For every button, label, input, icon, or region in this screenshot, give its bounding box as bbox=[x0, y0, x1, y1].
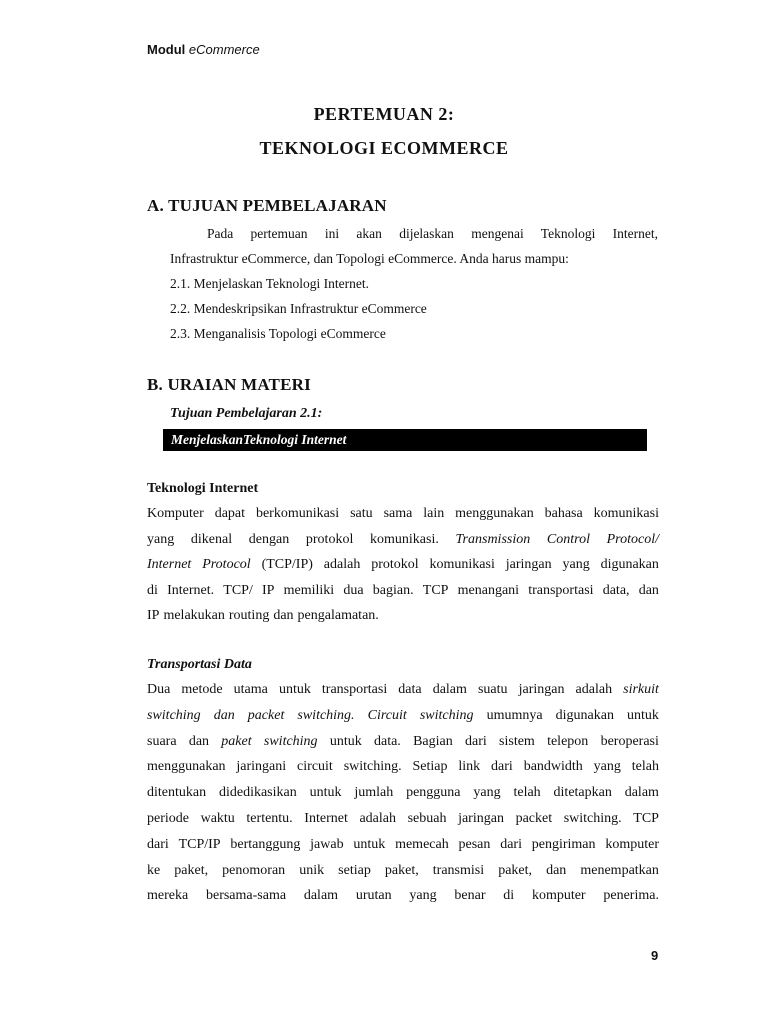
word: dan bbox=[188, 733, 210, 749]
objective-banner: MenjelaskanTeknologi Internet bbox=[163, 429, 647, 451]
word: sama bbox=[383, 506, 413, 521]
word: dua bbox=[343, 582, 364, 598]
word: switching bbox=[419, 707, 474, 723]
word: paket bbox=[221, 733, 252, 749]
word: Setiap bbox=[412, 759, 448, 775]
word: komunikasi bbox=[593, 506, 659, 521]
objective-label: Tujuan Pembelajaran 2.1: bbox=[170, 406, 323, 421]
word: dalam bbox=[303, 888, 339, 904]
word: lain bbox=[423, 506, 445, 521]
td-line-3 bbox=[147, 733, 659, 751]
word: dalam bbox=[624, 785, 659, 801]
word: komunikasi. bbox=[370, 531, 439, 547]
word: protokol bbox=[305, 531, 354, 547]
word: sirkuit bbox=[623, 682, 659, 697]
word: jaringani bbox=[236, 759, 287, 775]
word: dengan bbox=[248, 531, 290, 547]
word: dalam bbox=[432, 682, 467, 697]
header-module-name: eCommerce bbox=[188, 42, 260, 57]
word: data bbox=[398, 682, 422, 697]
word: data, bbox=[602, 582, 630, 598]
word: melakukan bbox=[163, 608, 225, 623]
section-a-heading: A. TUJUAN PEMBELAJARAN bbox=[147, 196, 387, 215]
td-line-5 bbox=[147, 784, 659, 802]
word: utama bbox=[233, 682, 268, 697]
word: komunikasi bbox=[429, 557, 495, 572]
word: data. bbox=[373, 733, 401, 749]
word: TCP/IP bbox=[178, 836, 221, 852]
word: jumlah bbox=[354, 785, 394, 801]
word: telah bbox=[631, 759, 659, 775]
word: menggunakan bbox=[455, 506, 534, 521]
header-module-label: Modul bbox=[147, 42, 186, 57]
word: circuit bbox=[297, 759, 333, 775]
word: beroperasi bbox=[600, 733, 659, 749]
word: metode bbox=[181, 682, 223, 697]
word: IP bbox=[262, 582, 275, 598]
word: menangani bbox=[457, 582, 520, 598]
word: satu bbox=[350, 506, 373, 521]
word: packet bbox=[247, 707, 285, 723]
word: yang bbox=[593, 759, 621, 775]
word: routing bbox=[228, 608, 270, 623]
word: Circuit bbox=[367, 707, 407, 723]
word: dan bbox=[273, 608, 294, 623]
objective-item-1: 2.1. Menjelaskan Teknologi Internet. bbox=[170, 276, 370, 291]
word: memecah bbox=[395, 836, 449, 852]
word: telah bbox=[513, 785, 541, 801]
word: switching bbox=[263, 733, 318, 749]
word: Komputer bbox=[147, 506, 204, 521]
word: Internet. bbox=[167, 582, 215, 598]
word: berkomunikasi bbox=[255, 506, 340, 521]
word: pengalamatan. bbox=[297, 608, 379, 623]
word: sistem bbox=[499, 733, 535, 749]
td-line-7 bbox=[147, 836, 659, 854]
word: pengguna bbox=[406, 785, 461, 801]
word: jawab bbox=[310, 836, 344, 852]
ti-line-2 bbox=[147, 531, 659, 549]
word: bertanggung bbox=[230, 836, 301, 852]
word: dan bbox=[213, 707, 235, 723]
word: protokol bbox=[371, 557, 419, 572]
word: untuk bbox=[309, 785, 342, 801]
word: Control bbox=[546, 531, 590, 547]
word: umumnya bbox=[486, 707, 543, 723]
word: yang bbox=[409, 888, 437, 904]
word: pesan bbox=[458, 836, 491, 852]
word: paket, bbox=[384, 862, 419, 878]
word: jaringan bbox=[458, 811, 504, 826]
word: sebuah bbox=[407, 811, 447, 826]
word: switching. bbox=[297, 707, 355, 723]
objective-item-3: 2.3. Menganalisis Topologi eCommerce bbox=[170, 326, 386, 341]
word: memiliki bbox=[283, 582, 335, 598]
word: dari bbox=[491, 759, 513, 775]
word: untuk bbox=[627, 707, 659, 723]
word: suara bbox=[147, 733, 177, 749]
word: IP bbox=[147, 608, 160, 623]
word: bandwidth bbox=[523, 759, 583, 775]
word: TCP bbox=[422, 582, 449, 598]
word: untuk bbox=[329, 733, 362, 749]
word: di bbox=[147, 582, 158, 598]
word: bahasa bbox=[544, 506, 583, 521]
word: digunakan bbox=[555, 707, 614, 723]
ti-line-1 bbox=[147, 505, 659, 523]
word: dan bbox=[546, 862, 567, 878]
running-header bbox=[147, 42, 260, 57]
word: Protocol/ bbox=[606, 531, 659, 547]
word: Internet bbox=[304, 811, 348, 826]
word: TCP bbox=[633, 811, 659, 826]
word: dikenal bbox=[190, 531, 233, 547]
word: bagian. bbox=[372, 582, 414, 598]
word: tertentu. bbox=[246, 811, 293, 826]
word: switching. bbox=[563, 811, 622, 826]
word: transportasi bbox=[321, 682, 388, 697]
word: Protocol bbox=[202, 557, 251, 572]
td-line-6 bbox=[147, 810, 659, 828]
word: yang bbox=[147, 531, 175, 547]
word: komputer bbox=[531, 888, 586, 904]
word: ke bbox=[147, 862, 161, 878]
word: urutan bbox=[355, 888, 392, 904]
td-line-9 bbox=[147, 887, 659, 905]
word: setiap bbox=[338, 862, 371, 878]
transportasi-data-heading: Transportasi Data bbox=[147, 657, 252, 672]
word: bersama-sama bbox=[205, 888, 287, 904]
word: transmisi bbox=[432, 862, 485, 878]
word: Bagian bbox=[413, 733, 453, 749]
word: packet bbox=[515, 811, 553, 826]
word: transportasi bbox=[528, 582, 594, 598]
ti-line-3 bbox=[147, 556, 659, 574]
word: waktu bbox=[200, 811, 235, 826]
word: unik bbox=[299, 862, 325, 878]
word: dari bbox=[500, 836, 522, 852]
td-line-4 bbox=[147, 758, 659, 776]
chapter-subtitle: TEKNOLOGI ECOMMERCE bbox=[259, 138, 509, 158]
word: untuk bbox=[353, 836, 386, 852]
word: TCP/ bbox=[223, 582, 253, 598]
word: jaringan bbox=[518, 682, 565, 697]
word: di bbox=[503, 888, 515, 904]
td-line-1 bbox=[147, 681, 659, 699]
chapter-title: PERTEMUAN 2: bbox=[313, 104, 455, 124]
word: mereka bbox=[147, 888, 189, 904]
word: (TCP/IP) bbox=[261, 557, 313, 572]
section-a-intro-line2: Infrastruktur eCommerce, dan Topologi eCommerce. Anda harus mampu: bbox=[170, 251, 569, 266]
td-line-8 bbox=[147, 862, 659, 880]
word: jaringan bbox=[505, 557, 552, 572]
word: paket, bbox=[498, 862, 533, 878]
word: dari bbox=[465, 733, 487, 749]
word: untuk bbox=[278, 682, 311, 697]
word: link bbox=[458, 759, 481, 775]
td-line-2 bbox=[147, 707, 659, 725]
word: dapat bbox=[214, 506, 246, 521]
word: yang bbox=[562, 557, 590, 572]
word: penomoran bbox=[222, 862, 286, 878]
ti-line-5 bbox=[147, 607, 659, 625]
objective-item-2: 2.2. Mendeskripsikan Infrastruktur eCommerce bbox=[170, 301, 427, 316]
word: adalah bbox=[575, 682, 613, 697]
word: Dua bbox=[147, 682, 171, 697]
word: dan bbox=[638, 582, 659, 598]
word: digunakan bbox=[600, 557, 659, 572]
word: yang bbox=[473, 785, 501, 801]
word: periode bbox=[147, 811, 189, 826]
word: telepon bbox=[547, 733, 589, 749]
word: paket, bbox=[174, 862, 209, 878]
ti-line-4 bbox=[147, 582, 659, 600]
word: switching. bbox=[343, 759, 402, 775]
word: switching bbox=[147, 707, 201, 723]
word: menggunakan bbox=[147, 759, 226, 775]
word: didedikasikan bbox=[218, 785, 297, 801]
word: adalah bbox=[323, 557, 361, 572]
section-b-heading: B. URAIAN MATERI bbox=[147, 375, 311, 394]
word: adalah bbox=[359, 811, 396, 826]
word: benar bbox=[454, 888, 486, 904]
word: Internet bbox=[147, 557, 192, 572]
word: pengiriman bbox=[531, 836, 596, 852]
word: Transmission bbox=[455, 531, 531, 547]
word: ditetapkan bbox=[553, 785, 612, 801]
page-number: 9 bbox=[651, 948, 659, 963]
word: suatu bbox=[477, 682, 508, 697]
word: komputer bbox=[605, 836, 659, 852]
word: menempatkan bbox=[580, 862, 659, 878]
teknologi-internet-heading: Teknologi Internet bbox=[147, 481, 259, 496]
word: ditentukan bbox=[147, 785, 207, 801]
word: penerima. bbox=[603, 888, 659, 904]
word: dari bbox=[147, 836, 169, 852]
section-a-intro-line1: Pada pertemuan ini akan dijelaskan mengenai Teknologi Internet, bbox=[207, 226, 658, 241]
